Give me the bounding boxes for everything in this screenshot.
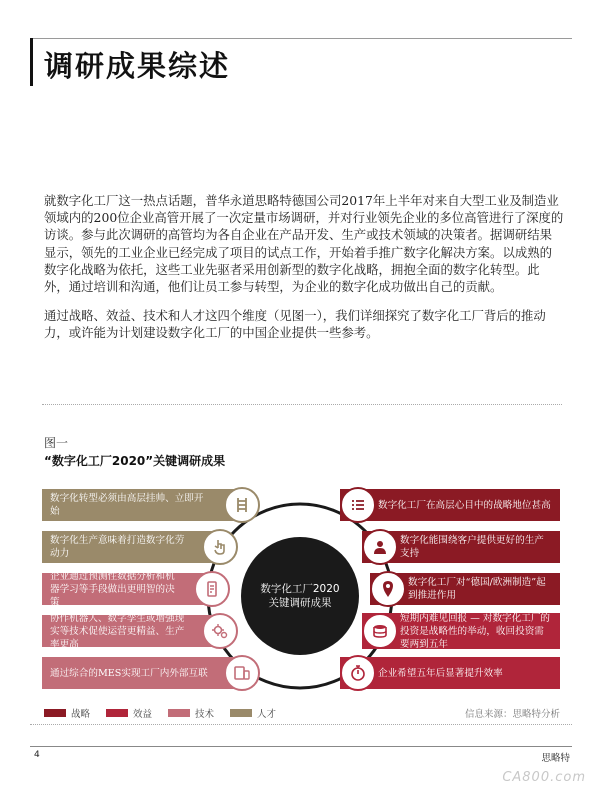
finding-right-1-text: 数字化工厂在高层心目中的战略地位甚高	[378, 499, 551, 511]
customer-icon	[362, 529, 398, 565]
center-line-2: 关键调研成果	[268, 597, 332, 609]
legend-item-talent	[230, 706, 276, 720]
finding-right-4-text: 短期内难见回报 — 对数字化工厂的投资是战略性的举动，收回投资需要两到五年	[400, 612, 551, 650]
phone-data-icon	[194, 571, 230, 607]
ladder-icon	[224, 487, 260, 523]
intro-paragraph-2: 通过战略、效益、技术和人才这四个维度（见图一），我们详细探究了数字化工厂背后的推动力，或许能为计划建设数字化工厂的中国企业提供一些参考。	[44, 308, 546, 341]
finding-right-5-text: 企业希望五年后显著提升效率	[378, 667, 503, 679]
legend-swatch	[106, 709, 128, 717]
legend-item-technology	[168, 706, 214, 720]
key-findings-diagram	[0, 475, 600, 705]
finding-left-3	[42, 570, 212, 608]
footer-rule	[30, 746, 572, 747]
finding-left-1	[42, 489, 242, 521]
finding-left-4-text: 协作机器人、数字孪生或增强现实等技术促使运营更精益、生产率更高	[50, 612, 185, 650]
legend-swatch	[44, 709, 66, 717]
title-accent-bar	[30, 38, 33, 86]
finding-left-3-text: 企业通过预测性数据分析和机器学习等手段做出更明智的决策	[50, 570, 175, 608]
intro-text	[44, 192, 564, 354]
center-line-1: 数字化工厂2020	[260, 583, 340, 595]
finding-right-2-text: 数字化能围绕客户提供更好的生产支持	[400, 535, 544, 559]
figure-title: “数字化工厂2020”关键调研成果	[44, 454, 226, 468]
top-rule	[30, 38, 572, 39]
devices-icon	[224, 655, 260, 691]
source-note: 信息来源：思略特分析	[464, 709, 560, 720]
finding-left-5	[42, 657, 242, 689]
finding-left-2	[42, 531, 220, 563]
figure-label: 图一	[44, 436, 69, 450]
finding-left-1-text: 数字化转型必须由高层挂帅、立即开始	[50, 493, 204, 517]
legend-swatch	[230, 709, 252, 717]
coins-icon	[362, 613, 398, 649]
location-pin-icon	[370, 571, 406, 607]
finding-right-3-text: 数字化工厂对“德国/欧洲制造”起到推进作用	[408, 577, 546, 601]
page-number: 4	[34, 750, 40, 760]
legend-swatch	[168, 709, 190, 717]
gears-icon	[202, 613, 238, 649]
legend-label: 效益	[133, 709, 153, 720]
center-circle	[241, 537, 359, 655]
finding-left-2-text: 数字化生产意味着打造数字化劳动力	[50, 535, 185, 559]
legend-label: 战略	[71, 709, 91, 720]
section-divider	[42, 404, 562, 405]
legend-item-benefit	[106, 706, 152, 720]
legend-item-strategy	[44, 706, 90, 720]
footer-brand: 思略特	[541, 753, 570, 764]
intro-paragraph-1: 就数字化工厂这一热点话题，普华永道思略特德国公司2017年上半年对来自大型工业及制造业领域内的200位企业高管开展了一次定量市场调研，并对行业领先企业的多位高管进行了深度的访谈。参与此次调研的高管均为各自企业在产品开发、生产或技术领域的决策者。据调研结果显示，领先的工业企业已经完成了项目的试点工作，开始着手推广数字化解决方案。以成熟的数字化战略为依托，这些工业先驱者采用创新型的数字化战略，拥抱全面的数字化转型。此外，通过培训和沟通，他们让员工参与转型，为企业的数字化成功做出自己的贡献。	[44, 193, 564, 295]
legend-label: 人才	[257, 709, 277, 720]
page-title: 调研成果综述	[44, 49, 231, 83]
legend-label: 技术	[195, 709, 215, 720]
hand-pointer-icon	[202, 529, 238, 565]
legend	[44, 706, 276, 720]
watermark: CA800.com	[502, 770, 586, 785]
list-icon	[340, 487, 376, 523]
bottom-divider	[30, 724, 572, 725]
finding-left-5-text: 通过综合的MES实现工厂内外部互联	[50, 667, 208, 679]
stopwatch-icon	[340, 655, 376, 691]
finding-left-4	[42, 612, 220, 650]
